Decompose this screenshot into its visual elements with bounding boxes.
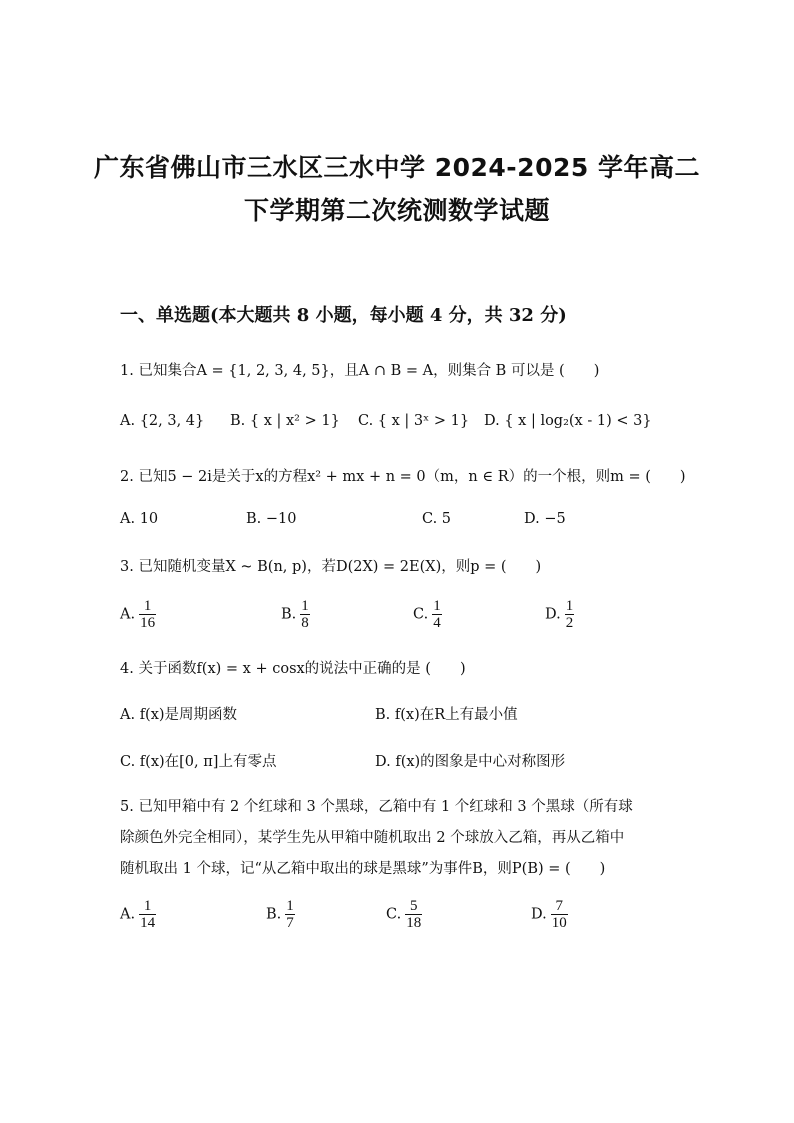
q3-option-c-fraction <box>432 598 442 631</box>
q3-option-c-den: 4 <box>433 615 441 631</box>
q3-option-d-label: D. <box>545 606 561 623</box>
q5-option-d-fraction <box>551 898 568 931</box>
q5-option-c <box>386 898 422 931</box>
q3-option-a-num: 1 <box>143 598 152 614</box>
q3-option-d-fraction <box>565 598 575 631</box>
q3-option-d-den: 2 <box>565 615 574 631</box>
q3-option-a-label: A. <box>120 606 136 623</box>
q2-option-b: B. −10 <box>246 511 297 527</box>
q5-stem-line-2: 除颜色外完全相同），某学生先从甲箱中随机取出 2 个球放入乙箱，再从乙箱中 <box>120 830 625 846</box>
q3-option-a-fraction <box>139 598 156 631</box>
q5-option-d-den: 10 <box>551 915 567 931</box>
q3-option-b-num: 1 <box>301 598 309 614</box>
q3-option-c <box>413 598 442 631</box>
q1-option-b: B. { x | x² > 1} <box>230 413 340 429</box>
q1-option-d: D. { x | log₂(x - 1) < 3} <box>484 413 652 429</box>
q5-option-b-label: B. <box>266 906 282 923</box>
q2-option-d: D. −5 <box>524 511 566 527</box>
q3-option-d <box>545 598 574 631</box>
q5-option-b-den: 7 <box>286 915 294 931</box>
page-title-line-1: 广东省佛山市三水区三水中学 2024-2025 学年高二 <box>94 153 700 182</box>
q5-option-d <box>531 898 568 931</box>
q4-stem: 4. 关于函数f(x) = x + cosx的说法中正确的是 ( ) <box>120 661 466 677</box>
q1-option-c: C. { x | 3ˣ > 1} <box>358 413 470 429</box>
q5-option-a-den: 14 <box>140 915 156 931</box>
q3-option-a <box>120 598 156 631</box>
q3-option-b <box>281 598 310 631</box>
q3-option-c-label: C. <box>413 606 429 623</box>
q5-option-a-num: 1 <box>143 898 152 914</box>
q5-option-c-fraction <box>405 898 422 931</box>
q5-option-c-num: 5 <box>409 898 418 914</box>
q5-option-b <box>266 898 295 931</box>
q5-stem-line-1: 5. 已知甲箱中有 2 个红球和 3 个黑球，乙箱中有 1 个红球和 3 个黑球（所有球 <box>120 799 633 815</box>
q5-option-a <box>120 898 156 931</box>
section-heading: 一、单选题(本大题共 8 小题，每小题 4 分，共 32 分) <box>120 305 567 326</box>
page-title-line-2: 下学期第二次统测数学试题 <box>243 196 550 225</box>
q5-stem-line-3: 随机取出 1 个球，记“从乙箱中取出的球是黑球”为事件B，则P(B) = ( ) <box>120 861 606 877</box>
q5-option-a-label: A. <box>120 906 136 923</box>
q4-option-a: A. f(x)是周期函数 <box>120 707 238 723</box>
q3-option-c-num: 1 <box>433 598 441 614</box>
q3-option-a-den: 16 <box>140 615 156 631</box>
q4-option-c: C. f(x)在[0, π]上有零点 <box>120 754 277 770</box>
q5-option-c-label: C. <box>386 906 402 923</box>
q5-option-d-label: D. <box>531 906 547 923</box>
q5-option-c-den: 18 <box>406 915 422 931</box>
q3-stem: 3. 已知随机变量X ~ B(n, p)，若D(2X) = 2E(X)，则p = ( ) <box>120 559 542 575</box>
q3-option-d-num: 1 <box>565 598 574 614</box>
q1-stem: 1. 已知集合A = {1, 2, 3, 4, 5}，且A ∩ B = A，则集合 B 可以是 ( ) <box>120 363 600 379</box>
q4-option-b: B. f(x)在R上有最小值 <box>375 707 518 723</box>
q5-option-b-num: 1 <box>286 898 294 914</box>
q2-option-a: A. 10 <box>120 511 159 527</box>
q2-stem: 2. 已知5 − 2i是关于x的方程x² + mx + n = 0（m，n ∈ R）的一个根，则m = ( ) <box>120 469 686 485</box>
q5-option-d-num: 7 <box>555 898 563 914</box>
q2-option-c: C. 5 <box>422 511 452 527</box>
q4-option-d: D. f(x)的图象是中心对称图形 <box>375 754 566 770</box>
q3-option-b-fraction <box>300 598 310 631</box>
q3-option-b-den: 8 <box>301 615 309 631</box>
q3-option-b-label: B. <box>281 606 297 623</box>
q5-option-b-fraction <box>285 898 295 931</box>
q1-option-a: A. {2, 3, 4} <box>120 413 205 429</box>
q5-option-a-fraction <box>139 898 156 931</box>
